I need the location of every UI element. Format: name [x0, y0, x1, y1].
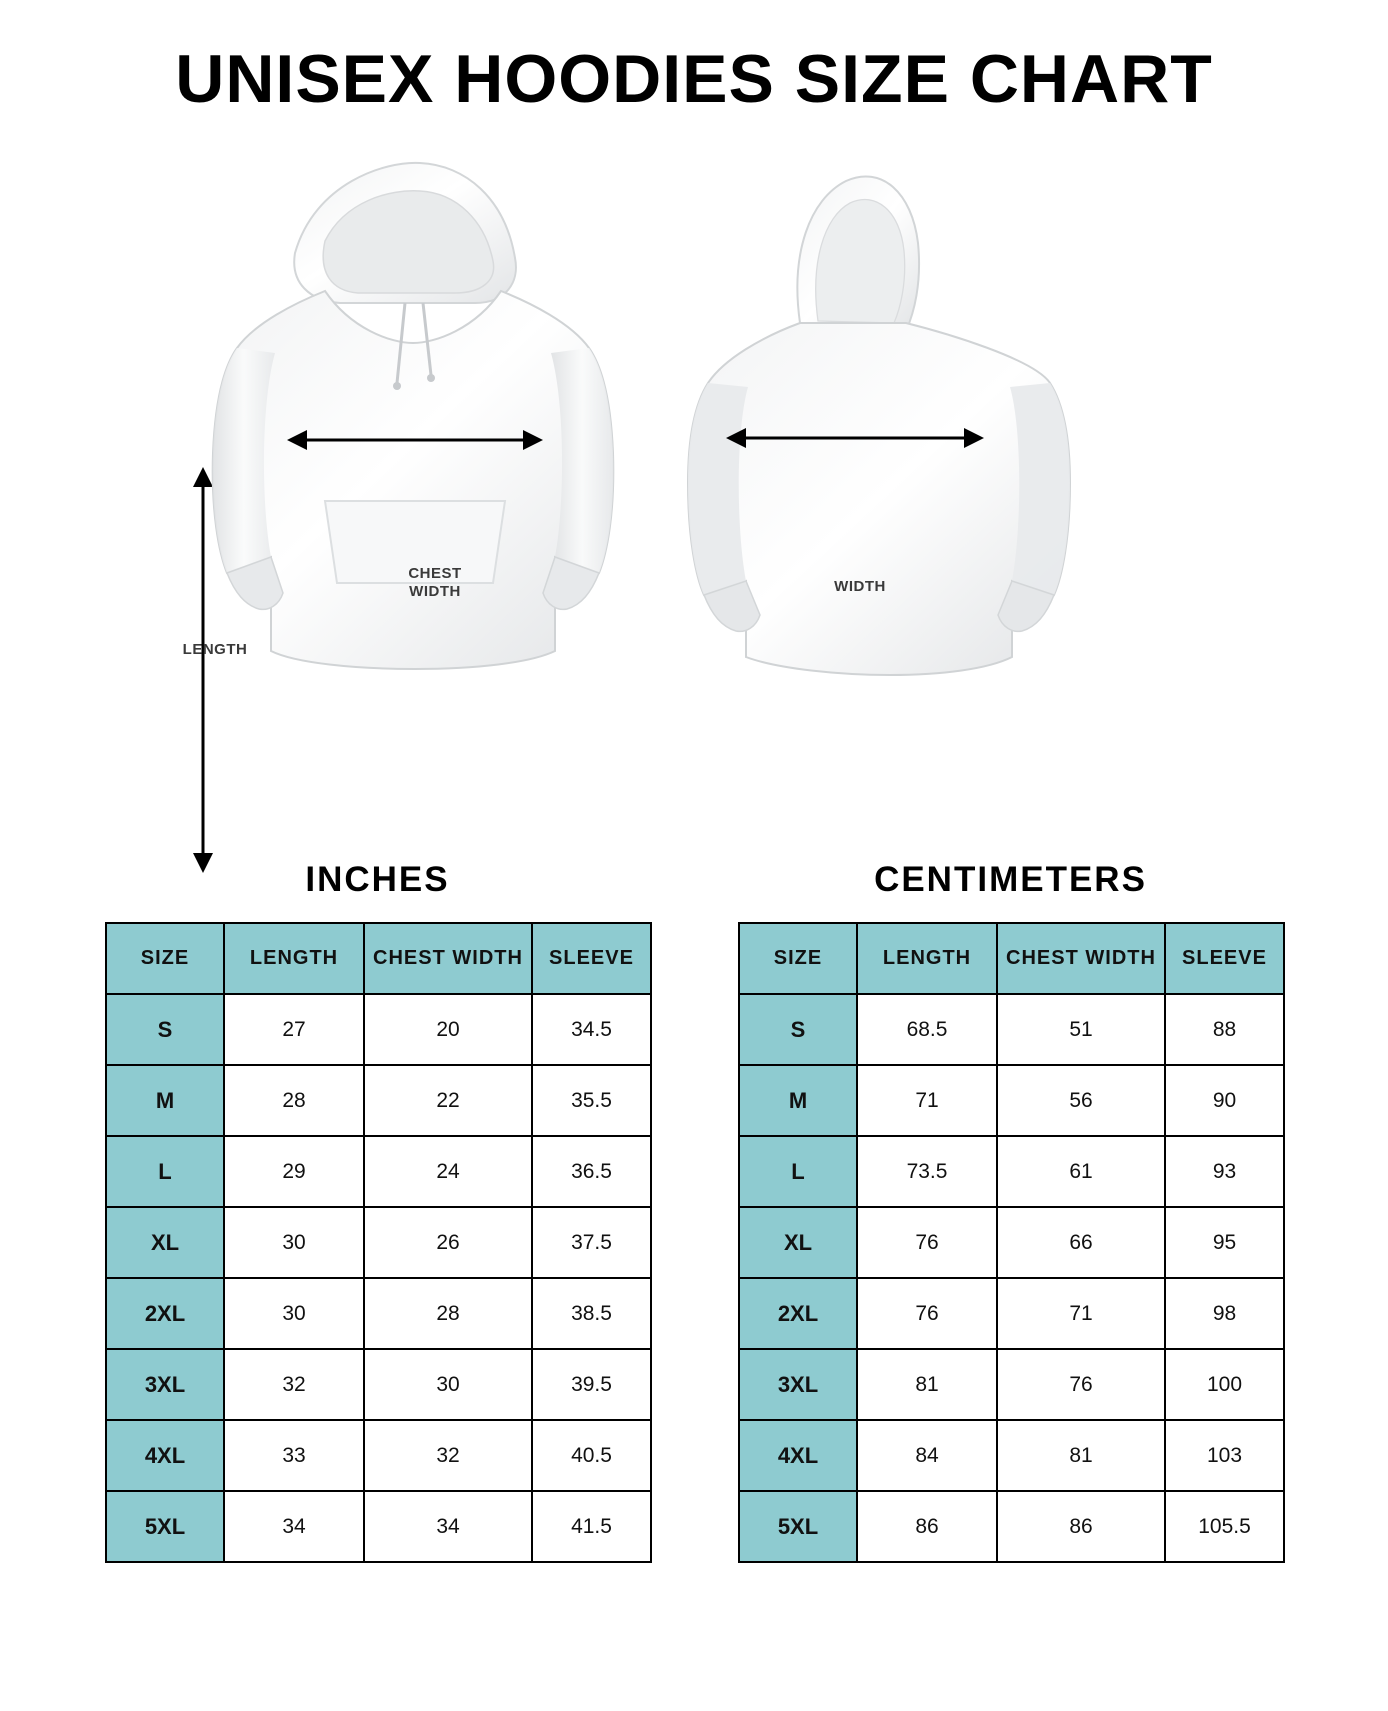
- table-row: [739, 1278, 1284, 1349]
- cell-size: 5XL: [106, 1491, 224, 1562]
- width-label: WIDTH: [834, 578, 886, 596]
- cell-length: 73.5: [857, 1136, 997, 1207]
- cell-sleeve: 35.5: [532, 1065, 651, 1136]
- cell-size: S: [739, 994, 857, 1065]
- table-row: [106, 1136, 651, 1207]
- table-row: [106, 1491, 651, 1562]
- cell-chest-width: 20: [364, 994, 532, 1065]
- cell-length: 81: [857, 1349, 997, 1420]
- cell-chest-width: 28: [364, 1278, 532, 1349]
- table-row: [106, 1207, 651, 1278]
- table-row: [739, 1420, 1284, 1491]
- cell-sleeve: 93: [1165, 1136, 1284, 1207]
- inches-table-block: [105, 860, 650, 1563]
- hoodie-back-illustration: [650, 163, 1080, 703]
- chest-width-label-line1: CHEST: [408, 565, 462, 583]
- table-header-row: [106, 923, 651, 994]
- table-row: [739, 1136, 1284, 1207]
- table-row: [106, 1420, 651, 1491]
- column-header-size: SIZE: [106, 923, 224, 994]
- cell-sleeve: 98: [1165, 1278, 1284, 1349]
- cell-length: 76: [857, 1207, 997, 1278]
- cell-sleeve: 39.5: [532, 1349, 651, 1420]
- table-header-row: [739, 923, 1284, 994]
- cell-length: 86: [857, 1491, 997, 1562]
- cell-length: 28: [224, 1065, 364, 1136]
- cell-length: 29: [224, 1136, 364, 1207]
- cell-size: 5XL: [739, 1491, 857, 1562]
- cell-sleeve: 37.5: [532, 1207, 651, 1278]
- table-row: [106, 1349, 651, 1420]
- inches-table-caption: INCHES: [305, 860, 450, 899]
- cell-chest-width: 56: [997, 1065, 1165, 1136]
- cell-chest-width: 86: [997, 1491, 1165, 1562]
- chest-width-label-line2: WIDTH: [409, 583, 461, 601]
- cell-chest-width: 71: [997, 1278, 1165, 1349]
- cell-size: L: [739, 1136, 857, 1207]
- cell-length: 76: [857, 1278, 997, 1349]
- centimeters-table-block: [738, 860, 1283, 1563]
- column-header-chest-width: CHEST WIDTH: [364, 923, 532, 994]
- cell-sleeve: 34.5: [532, 994, 651, 1065]
- cell-chest-width: 81: [997, 1420, 1165, 1491]
- centimeters-table: [738, 922, 1285, 1563]
- column-header-sleeve: SLEEVE: [532, 923, 651, 994]
- cell-chest-width: 32: [364, 1420, 532, 1491]
- cell-sleeve: 36.5: [532, 1136, 651, 1207]
- hoodie-front-illustration: [175, 153, 655, 713]
- cell-length: 32: [224, 1349, 364, 1420]
- cell-chest-width: 51: [997, 994, 1165, 1065]
- column-header-sleeve: SLEEVE: [1165, 923, 1284, 994]
- cell-length: 84: [857, 1420, 997, 1491]
- cell-length: 33: [224, 1420, 364, 1491]
- cell-chest-width: 24: [364, 1136, 532, 1207]
- cell-chest-width: 34: [364, 1491, 532, 1562]
- chest-width-label: [350, 565, 520, 601]
- illustration-area: [0, 153, 1388, 753]
- cell-length: 30: [224, 1207, 364, 1278]
- column-header-length: LENGTH: [224, 923, 364, 994]
- table-row: [739, 1065, 1284, 1136]
- table-row: [739, 1491, 1284, 1562]
- table-row: [739, 994, 1284, 1065]
- inches-table: [105, 922, 652, 1563]
- cell-length: 68.5: [857, 994, 997, 1065]
- cell-length: 30: [224, 1278, 364, 1349]
- cell-chest-width: 26: [364, 1207, 532, 1278]
- measurement-tables: [0, 860, 1388, 1563]
- table-row: [106, 994, 651, 1065]
- cell-size: XL: [106, 1207, 224, 1278]
- cell-size: L: [106, 1136, 224, 1207]
- cell-sleeve: 100: [1165, 1349, 1284, 1420]
- cell-length: 34: [224, 1491, 364, 1562]
- table-row: [739, 1207, 1284, 1278]
- column-header-size: SIZE: [739, 923, 857, 994]
- column-header-chest-width: CHEST WIDTH: [997, 923, 1165, 994]
- centimeters-table-caption: CENTIMETERS: [874, 860, 1147, 899]
- page-title: UNISEX HOODIES SIZE CHART: [175, 41, 1213, 117]
- cell-chest-width: 66: [997, 1207, 1165, 1278]
- cell-size: M: [739, 1065, 857, 1136]
- cell-chest-width: 22: [364, 1065, 532, 1136]
- cell-size: 2XL: [106, 1278, 224, 1349]
- cell-sleeve: 90: [1165, 1065, 1284, 1136]
- cell-size: M: [106, 1065, 224, 1136]
- cell-size: 4XL: [739, 1420, 857, 1491]
- cell-size: 3XL: [739, 1349, 857, 1420]
- cell-length: 27: [224, 994, 364, 1065]
- cell-sleeve: 105.5: [1165, 1491, 1284, 1562]
- cell-size: 4XL: [106, 1420, 224, 1491]
- cell-sleeve: 40.5: [532, 1420, 651, 1491]
- cell-sleeve: 103: [1165, 1420, 1284, 1491]
- column-header-length: LENGTH: [857, 923, 997, 994]
- cell-sleeve: 38.5: [532, 1278, 651, 1349]
- table-row: [106, 1278, 651, 1349]
- cell-chest-width: 30: [364, 1349, 532, 1420]
- cell-size: XL: [739, 1207, 857, 1278]
- table-row: [106, 1065, 651, 1136]
- length-label: LENGTH: [182, 641, 248, 659]
- cell-sleeve: 95: [1165, 1207, 1284, 1278]
- cell-chest-width: 76: [997, 1349, 1165, 1420]
- cell-size: 3XL: [106, 1349, 224, 1420]
- cell-sleeve: 41.5: [532, 1491, 651, 1562]
- cell-sleeve: 88: [1165, 994, 1284, 1065]
- cell-chest-width: 61: [997, 1136, 1165, 1207]
- cell-size: 2XL: [739, 1278, 857, 1349]
- cell-length: 71: [857, 1065, 997, 1136]
- cell-size: S: [106, 994, 224, 1065]
- table-row: [739, 1349, 1284, 1420]
